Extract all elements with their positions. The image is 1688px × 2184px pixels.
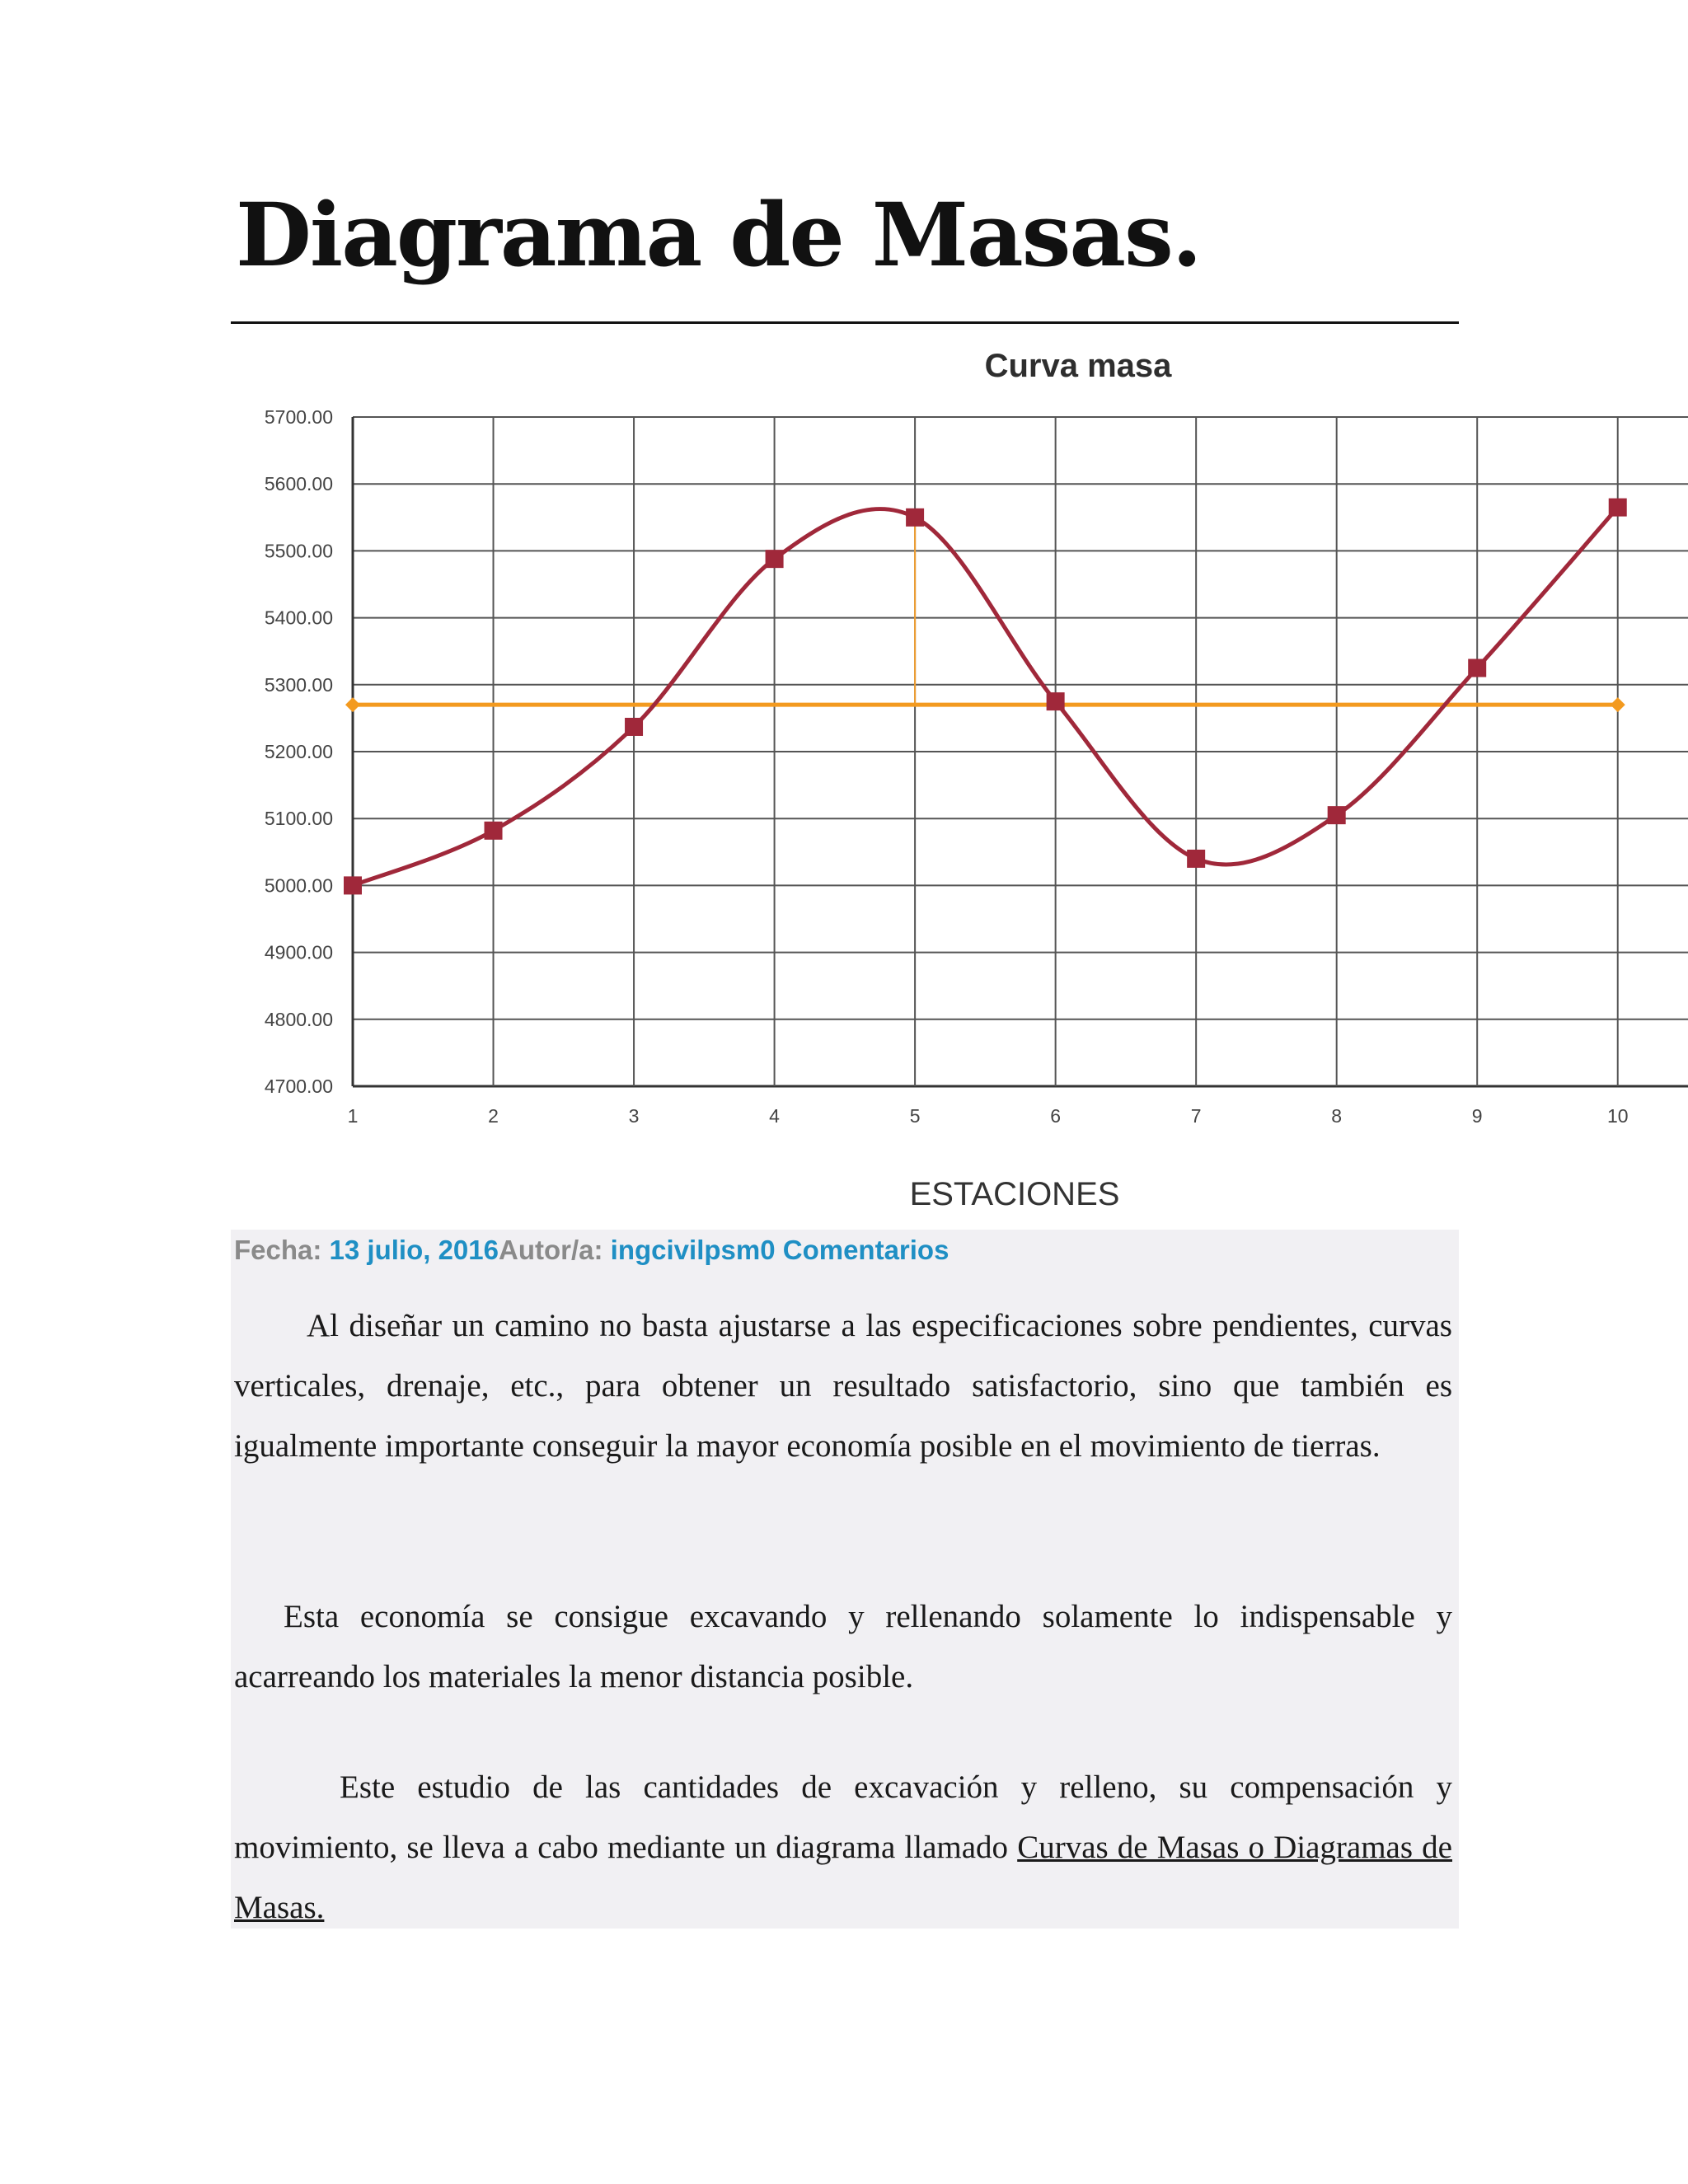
y-tick-label: 5700.00 xyxy=(264,406,333,428)
mass-curve-marker xyxy=(1328,806,1346,824)
date-label: Fecha: xyxy=(234,1235,330,1265)
x-tick-label: 9 xyxy=(1471,1105,1483,1127)
chart-series xyxy=(344,499,1627,895)
mass-curve-marker xyxy=(766,550,784,568)
y-tick-label: 5000.00 xyxy=(264,874,333,897)
chart-title: Curva masa xyxy=(984,348,1172,384)
mass-curve-marker xyxy=(1609,499,1627,517)
chart-grid xyxy=(353,417,1688,1086)
mass-curve-marker xyxy=(625,718,643,736)
x-tick-label: 1 xyxy=(347,1105,359,1127)
title-divider xyxy=(231,321,1459,324)
y-tick-label: 5600.00 xyxy=(264,473,333,495)
date-value[interactable]: 13 julio, 2016 xyxy=(329,1235,499,1265)
x-tick-label: 6 xyxy=(1050,1105,1062,1127)
mass-curve-marker xyxy=(344,876,362,894)
reference-marker xyxy=(1611,697,1625,712)
mass-curve-marker xyxy=(1047,692,1065,710)
mass-curve-marker xyxy=(485,822,503,840)
y-tick-label: 5300.00 xyxy=(264,673,333,696)
y-axis-ticks xyxy=(265,406,333,1097)
y-tick-label: 5400.00 xyxy=(264,607,333,629)
x-tick-label: 4 xyxy=(769,1105,780,1127)
y-tick-label: 5100.00 xyxy=(264,808,333,830)
author-value[interactable]: ingcivilpsm0 Comentarios xyxy=(610,1235,950,1265)
y-tick-label: 4900.00 xyxy=(264,941,333,963)
mass-curve-chart xyxy=(231,330,1688,1220)
y-tick-label: 4800.00 xyxy=(264,1008,333,1030)
paragraph-study xyxy=(234,1757,1452,1938)
reference-marker xyxy=(345,697,360,712)
article-box xyxy=(231,1230,1459,1929)
mass-curve-marker xyxy=(1187,850,1205,868)
mass-curves-link[interactable]: Curvas de Masas o Diagramas de Masas. xyxy=(234,1830,1452,1925)
x-axis-label: ESTACIONES xyxy=(909,1176,1120,1212)
mass-curve-marker xyxy=(906,509,924,527)
paragraph-economy: Esta economía se consigue excavando y rellenando solamente lo indispensable y acarreando los materiales la menor distancia posible. xyxy=(234,1599,1452,1694)
paragraph-intro: Al diseñar un camino no basta ajustarse a las especificaciones sobre pendientes, curvas verticales, drenaje, etc., para obtener un resultado satisfactorio, sino que también es igualmente importante conseguir la mayor economía posible en el movimiento de tierras. xyxy=(234,1308,1452,1464)
mass-curve-line xyxy=(353,508,1618,886)
x-tick-label: 3 xyxy=(628,1105,640,1127)
y-tick-label: 5500.00 xyxy=(264,540,333,562)
x-tick-label: 7 xyxy=(1190,1105,1202,1127)
page-title: Diagrama de Masas. xyxy=(236,183,1201,286)
x-tick-label: 10 xyxy=(1606,1105,1629,1127)
paragraph-study-text: Este estudio de las cantidades de excavación y relleno, su compensación y movimiento, se lleva a cabo mediante un diagrama llamado xyxy=(234,1769,1452,1865)
post-meta xyxy=(234,1230,949,1271)
x-axis-ticks xyxy=(348,1105,1629,1127)
mass-curve-marker xyxy=(1468,659,1486,677)
author-label: Autor/a: xyxy=(499,1235,611,1265)
y-tick-label: 4700.00 xyxy=(264,1076,333,1097)
y-tick-label: 5200.00 xyxy=(264,741,333,762)
x-tick-label: 5 xyxy=(909,1105,921,1127)
x-tick-label: 8 xyxy=(1331,1105,1343,1127)
x-tick-label: 2 xyxy=(488,1105,499,1127)
chart-svg xyxy=(231,330,1688,1220)
